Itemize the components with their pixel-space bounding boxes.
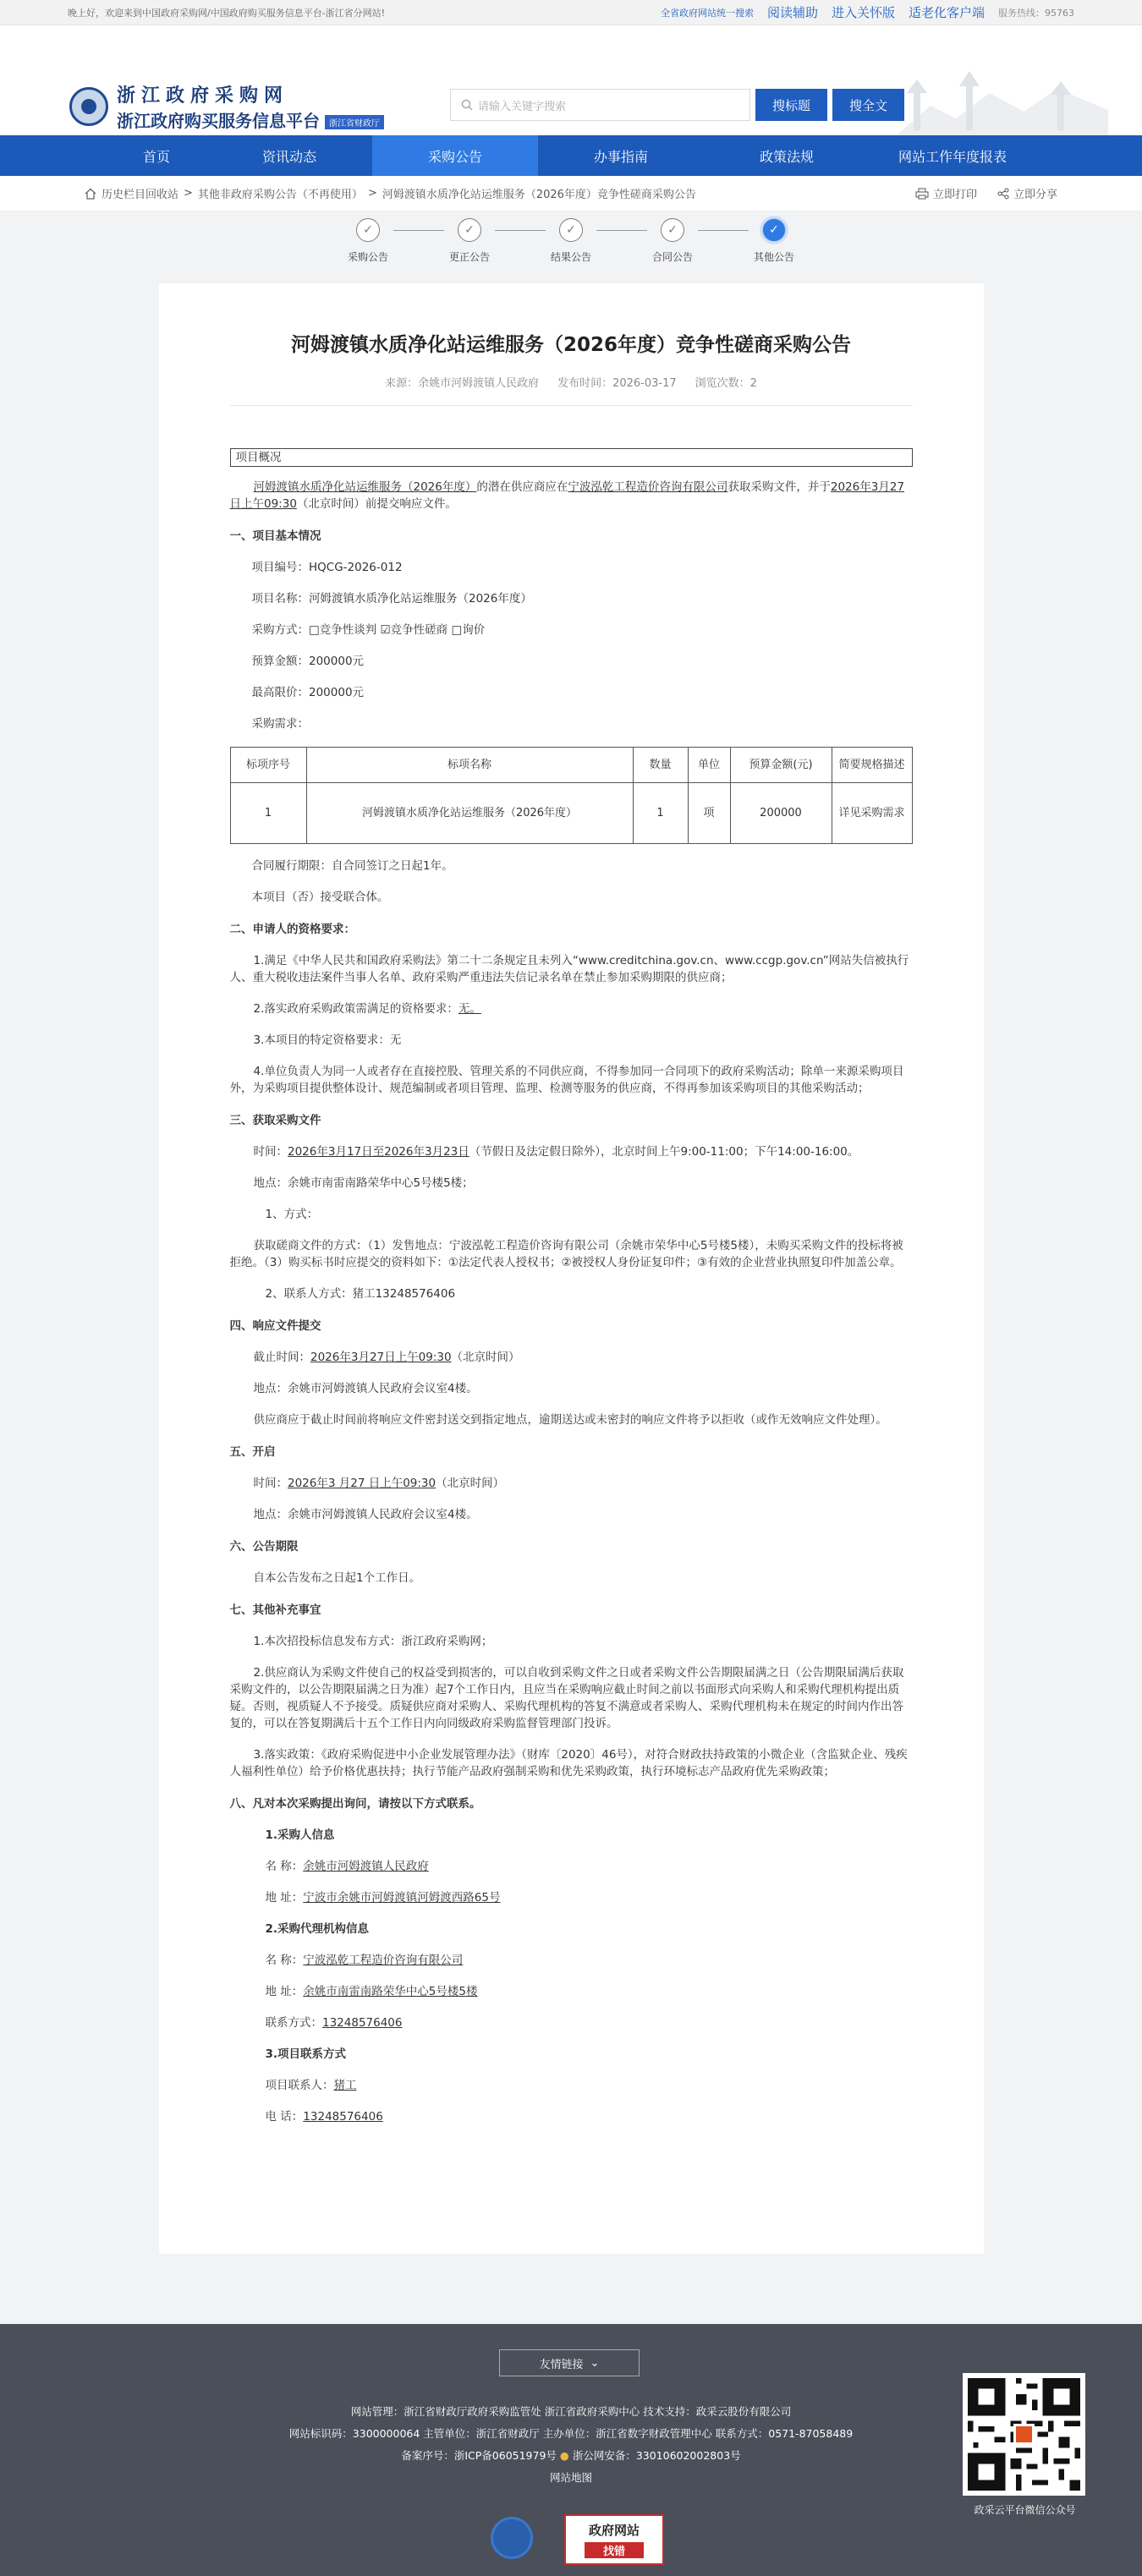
table-header: 预算金额(元) <box>730 748 832 783</box>
reading-assist-link[interactable]: 阅读辅助 <box>766 5 818 20</box>
section-heading: 三、获取采购文件 <box>229 1114 321 1127</box>
step-contract[interactable]: ✓ 合同公告 <box>647 218 698 264</box>
check-icon: ✓ <box>762 218 786 242</box>
table-header-row <box>230 748 912 783</box>
page-title: 河姆渡镇水质净化站运维服务（2026年度）竞争性磋商采购公告 <box>290 334 851 356</box>
table-header: 单位 <box>688 748 730 783</box>
party-gov-badge[interactable] <box>491 2517 533 2559</box>
main-nav <box>0 135 1142 176</box>
dept-tag: 浙江省财政厅 <box>325 115 384 129</box>
table-row <box>230 783 912 844</box>
project-budget: 预算金额：200000元 <box>251 655 365 668</box>
project-method: 采购方式：□竞争性谈判 ☑竞争性磋商 □询价 <box>251 623 486 637</box>
step-other[interactable]: ✓ 其他公告 <box>749 218 799 264</box>
supplement-3: 3.落实政策：《政府采购促进中小企业发展管理办法》（财库〔2020〕46号），对符合财政扶持政策的小微企业（含监狱企业、残疾人福利性单位）给予价格优惠扶持；执行节能产品政府强制采购和优先采购政策，执行环境标志产品政府优先采购政策； <box>229 1748 908 1779</box>
lot-table <box>230 747 913 844</box>
table-header: 标项序号 <box>230 748 306 783</box>
step-connector <box>596 230 647 231</box>
breadcrumb-sep: > <box>367 187 377 200</box>
contact-way: 2、联系人方式：猪工13248576406 <box>265 1287 456 1301</box>
qualification-4: 4.单位负责人为同一人或者存在直接控股、管理关系的不同供应商，不得参加同一合同项下的政府采购活动；除单一来源采购项目外，为采购项目提供整体设计、规范编制或者项目管理、监理、检测等服务的供应商，不得再参加该采购项目的其他采购活动； <box>229 1065 904 1095</box>
open-time: 时间：2026年3 月27 日上午09:30（北京时间） <box>253 1477 505 1490</box>
project-contact-title: 3.项目联系方式 <box>265 2047 347 2061</box>
home-icon <box>85 188 96 200</box>
police-record[interactable]: 浙公网安备：33010602002803号 <box>572 2449 741 2462</box>
obtain-method-text: 获取磋商文件的方式：（1）发售地点：宁波泓乾工程造价咨询有限公司（余姚市荣华中心5号楼5楼），未购买采购文件的投标将被拒绝。（3）购买标书时应提交的资料如下：①法定代表人授权书；②被授权人身份证复印件；③有效的企业营业执照复印件加盖公章。 <box>229 1239 903 1269</box>
breadcrumb-sep: > <box>184 187 193 200</box>
table-cell: 项 <box>688 783 730 844</box>
search-icon <box>461 99 473 111</box>
article-body <box>230 448 913 2125</box>
site-header <box>0 25 1142 135</box>
notice-steps <box>0 211 1142 283</box>
site-logo[interactable] <box>69 81 384 132</box>
topbar-links <box>661 3 1074 21</box>
wechat-qr-code <box>963 2373 1085 2496</box>
nav-annual-report[interactable]: 网站工作年度报表 <box>898 148 1007 165</box>
table-cell: 详见采购需求 <box>832 783 912 844</box>
project-contact-phone: 电 话：13248576406 <box>265 2110 383 2124</box>
breadcrumb <box>0 176 1142 211</box>
breadcrumb-level2[interactable]: 其他非政府采购公告（不再使用） <box>197 189 363 201</box>
share-icon <box>997 188 1009 200</box>
project-name: 项目名称：河姆渡镇水质净化站运维服务（2026年度） <box>251 592 532 606</box>
agency-phone: 联系方式：13248576406 <box>265 2016 403 2030</box>
step-result[interactable]: ✓ 结果公告 <box>546 218 596 264</box>
table-cell: 200000 <box>730 783 832 844</box>
section-heading: 六、公告期限 <box>229 1540 299 1554</box>
search-title-button[interactable]: 搜标题 <box>755 89 827 121</box>
project-demand: 采购需求： <box>251 717 309 731</box>
open-place: 地点：余姚市河姆渡镇人民政府会议室4楼。 <box>253 1508 478 1521</box>
elder-client-link[interactable]: 适老化客户端 <box>908 5 985 20</box>
search-bar <box>450 89 904 121</box>
nav-policy[interactable]: 政策法规 <box>759 148 814 165</box>
welcome-text: 晚上好，欢迎来到中国政府采购网/中国政府购买服务信息平台-浙江省分网站! <box>68 7 386 19</box>
site-name-line1: 浙江政府采购网 <box>117 85 289 107</box>
article-date: 发布时间：2026-03-17 <box>557 377 677 390</box>
section-heading: 五、开启 <box>229 1445 276 1459</box>
hotline-text: 服务热线：95763 <box>998 7 1074 19</box>
overview-text: 河姆渡镇水质净化站运维服务（2026年度）的潜在供应商应在宁波泓乾工程造价咨询有限公司获取采购文件，并于2026年3月27日上午09:30（北京时间）前提交响应文件。 <box>229 480 904 511</box>
project-number: 项目编号：HQCG-2026-012 <box>251 561 403 574</box>
site-name-line2: 浙江政府购买服务信息平台 浙江省财政厅 <box>117 107 384 132</box>
project-max-price: 最高限价：200000元 <box>251 686 365 699</box>
site-footer <box>0 2324 1142 2576</box>
police-icon: ● <box>559 2449 569 2462</box>
printer-icon <box>915 188 929 200</box>
breadcrumb-home[interactable]: 历史栏目回收站 <box>102 189 179 201</box>
obtain-time: 时间：2026年3月17日至2026年3月23日（节假日及法定假日除外），北京时间上午9:00-11:00；下午14:00-16:00。 <box>253 1145 859 1159</box>
submit-place: 地点：余姚市河姆渡镇人民政府会议室4楼。 <box>253 1382 478 1395</box>
topbar <box>0 0 1142 25</box>
consortium-note: 本项目（否）接受联合体。 <box>251 891 389 904</box>
emblem-icon <box>69 87 108 126</box>
unified-search-link[interactable]: 全省政府网站统一搜索 <box>660 7 754 19</box>
agency-name: 名 称：宁波泓乾工程造价咨询有限公司 <box>265 1954 464 1967</box>
article-views: 浏览次数：2 <box>695 377 757 390</box>
nav-home[interactable]: 首页 <box>142 148 170 165</box>
notice-period: 自本公告发布之日起1个工作日。 <box>253 1571 421 1585</box>
step-connector <box>495 230 546 231</box>
submit-note: 供应商应于截止时间前将响应文件密封送交到指定地点，逾期送达或未密封的响应文件将予以拒收（或作无效响应文件处理）。 <box>253 1413 887 1427</box>
contract-period: 合同履行期限：自合同签订之日起1年。 <box>251 859 453 873</box>
section-heading: 四、响应文件提交 <box>229 1319 321 1333</box>
step-connector <box>698 230 749 231</box>
friend-links-select[interactable]: 友情链接 ⌄ <box>499 2349 640 2376</box>
check-icon: ✓ <box>661 218 684 242</box>
project-contact-person: 项目联系人：猪工 <box>265 2079 357 2092</box>
purchaser-info-title: 1.采购人信息 <box>265 1828 335 1842</box>
step-correction[interactable]: ✓ 更正公告 <box>444 218 495 264</box>
purchaser-name: 名 称：余姚市河姆渡镇人民政府 <box>265 1860 429 1873</box>
qualification-2: 2.落实政府采购政策需满足的资格要求：无。 <box>253 1002 481 1016</box>
care-version-link[interactable]: 进入关怀版 <box>831 5 895 20</box>
icp-record[interactable]: 备案序号：浙ICP备06051979号 <box>401 2449 557 2462</box>
check-icon: ✓ <box>559 218 583 242</box>
table-header: 标项名称 <box>306 748 633 783</box>
step-purchase[interactable]: ✓ 采购公告 <box>343 218 393 264</box>
purchaser-address: 地 址：宁波市余姚市河姆渡镇河姆渡西路65号 <box>265 1891 501 1905</box>
supplement-1: 1.本次招投标信息发布方式：浙江政府采购网； <box>253 1635 493 1648</box>
section-heading: 八、凡对本次采购提出询问，请按以下方式联系。 <box>229 1797 481 1811</box>
article-source: 来源：余姚市河姆渡镇人民政府 <box>385 377 540 390</box>
table-cell: 河姆渡镇水质净化站运维服务（2026年度） <box>306 783 633 844</box>
nav-guide[interactable]: 办事指南 <box>593 148 648 165</box>
gov-website-error-report[interactable]: 政府网站 找错 <box>564 2514 664 2565</box>
step-connector <box>393 230 444 231</box>
footer-line-1: 网站管理：浙江省财政厅政府采购监管处 浙江省政府采购中心 技术支持：政采云股份有限公司 <box>350 2405 792 2418</box>
table-cell: 1 <box>230 783 306 844</box>
check-icon: ✓ <box>356 218 380 242</box>
pagoda-decoration <box>897 59 1108 135</box>
obtain-method-title: 1、方式： <box>265 1208 319 1221</box>
submit-deadline: 截止时间：2026年3月27日上午09:30（北京时间） <box>253 1351 520 1364</box>
section-heading: 一、项目基本情况 <box>229 529 321 543</box>
share-button[interactable]: 立即分享 <box>997 185 1057 201</box>
search-fulltext-button[interactable]: 搜全文 <box>832 89 904 121</box>
qr-code-icon <box>968 2378 1080 2491</box>
section-heading: 二、申请人的资格要求： <box>229 923 355 936</box>
qr-code-label: 政采云平台微信公众号 <box>974 2504 1076 2516</box>
obtain-place: 地点：余姚市南雷南路荣华中心5号楼5楼； <box>253 1176 474 1190</box>
article-meta <box>230 374 913 406</box>
qualification-3: 3.本项目的特定资格要求：无 <box>253 1033 402 1047</box>
section-heading: 七、其他补充事宜 <box>229 1603 321 1617</box>
overview-label: 项目概况 <box>230 448 913 467</box>
search-input[interactable] <box>450 89 750 121</box>
chevron-down-icon: ⌄ <box>590 2356 600 2370</box>
breadcrumb-current: 河姆渡镇水质净化站运维服务（2026年度）竞争性磋商采购公告 <box>382 189 696 201</box>
nav-notices[interactable]: 采购公告 <box>372 135 538 176</box>
sitemap-link[interactable]: 网站地图 <box>549 2471 592 2484</box>
search-placeholder: 请输入关键字搜索 <box>478 100 567 113</box>
supplement-2: 2.供应商认为采购文件使自己的权益受到损害的，可以自收到采购文件之日或者采购文件公告期限届满之日（公告期限届满后获取采购文件的，以公告期限届满之日为准）起7个工作日内，且应当在采购响应截止时间之前以书面形式向采购人和采购代理机构提出质疑。否则，视质疑人不予接受。质疑供应商对采购人、采购代理机构的答复不满意或者采购人、采购代理机构未在规定的时间内作出答复的，可以在答复期满后十五个工作日内向同级政府采购监督管理部门投诉。 <box>229 1666 904 1730</box>
table-header: 简要规格描述 <box>832 748 912 783</box>
footer-line-2: 网站标识码：3300000064 主管单位：浙江省财政厅 主办单位：浙江省数字财政管理中心 联系方式：0571-87058489 <box>288 2427 854 2440</box>
agency-info-title: 2.采购代理机构信息 <box>265 1922 370 1936</box>
table-header: 数量 <box>633 748 688 783</box>
agency-address: 地 址：余姚市南雷南路荣华中心5号楼5楼 <box>265 1985 478 1998</box>
qualification-1: 1.满足《中华人民共和国政府采购法》第二十二条规定且未列入“www.creditchina.gov.cn、www.ccgp.gov.cn”网站失信被执行人、重大税收违法案件当事人名单、政府采购严重违法失信记录名单在禁止参加采购期限的供应商； <box>229 954 909 984</box>
check-icon: ✓ <box>458 218 481 242</box>
print-button[interactable]: 立即打印 <box>915 185 977 201</box>
nav-news[interactable]: 资讯动态 <box>261 148 316 165</box>
article-card <box>159 283 984 2254</box>
table-cell: 1 <box>633 783 688 844</box>
